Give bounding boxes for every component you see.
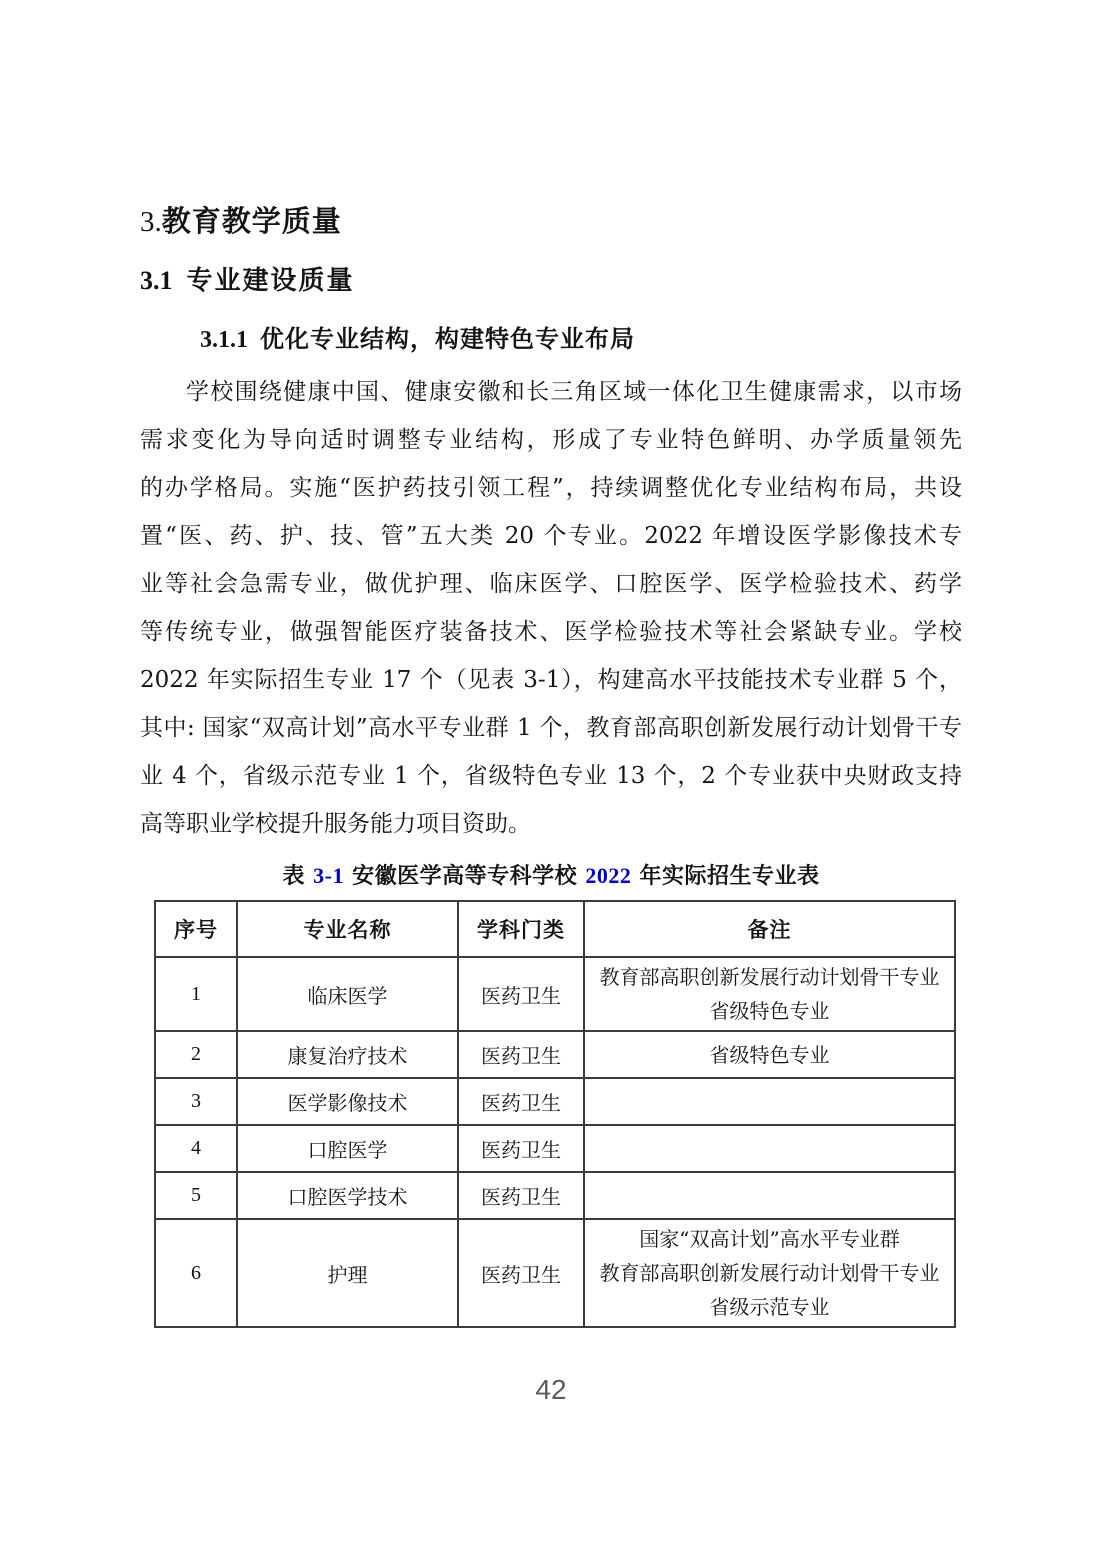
cell-major: 康复治疗技术 bbox=[237, 1031, 458, 1078]
cell-no: 3 bbox=[155, 1078, 237, 1125]
header-cell-remark: 备注 bbox=[584, 901, 955, 957]
heading-chapter-number: 3. bbox=[140, 206, 162, 238]
table-caption-ref: 3-1 bbox=[313, 863, 344, 888]
cell-major: 医学影像技术 bbox=[237, 1078, 458, 1125]
header-cell-no: 序号 bbox=[155, 901, 237, 957]
table-caption-tail: 年实际招生专业表 bbox=[631, 863, 820, 889]
paragraph-line: 需求变化为导向适时调整专业结构，形成了专业特色鲜明、办学质量领先 bbox=[140, 427, 962, 453]
heading-section bbox=[140, 265, 962, 297]
cell-remark bbox=[584, 1219, 955, 1327]
cell-remark bbox=[584, 1078, 955, 1125]
cell-category: 医药卫生 bbox=[458, 957, 584, 1031]
cell-category: 医药卫生 bbox=[458, 1125, 584, 1172]
table-row bbox=[155, 1172, 955, 1219]
paragraph-line: 业等社会急需专业，做优护理、临床医学、口腔医学、医学检验技术、药学 bbox=[140, 571, 962, 597]
table-row bbox=[155, 1219, 955, 1327]
paragraph-line: 等传统专业，做强智能医疗装备技术、医学检验技术等社会紧缺专业。学校 bbox=[140, 619, 962, 645]
cell-category: 医药卫生 bbox=[458, 1172, 584, 1219]
paragraph-line: 学校围绕健康中国、健康安徽和长三角区域一体化卫生健康需求，以市场 bbox=[186, 379, 962, 405]
remark-line: 教育部高职创新发展行动计划骨干专业 bbox=[599, 965, 940, 989]
cell-category: 医药卫生 bbox=[458, 1219, 584, 1327]
table-header-row bbox=[155, 901, 955, 957]
heading-subsection-text: 优化专业结构，构建特色专业布局 bbox=[260, 324, 635, 353]
heading-section-text: 专业建设质量 bbox=[186, 266, 355, 296]
paragraph-line: 的办学格局。实施“医护药技引领工程”，持续调整优化专业结构布局，共设 bbox=[140, 475, 962, 501]
remark-line: 国家“双高计划”高水平专业群 bbox=[639, 1227, 900, 1251]
table-row bbox=[155, 957, 955, 1031]
cell-remark bbox=[584, 957, 955, 1031]
cell-remark bbox=[584, 1125, 955, 1172]
remark-line: 省级特色专业 bbox=[709, 999, 830, 1023]
paragraph-line: 其中: 国家“双高计划”高水平专业群 1 个，教育部高职创新发展行动计划骨干专 bbox=[140, 715, 962, 741]
cell-category: 医药卫生 bbox=[458, 1031, 584, 1078]
table-caption-school: 安徽医学高等专科学校 bbox=[344, 863, 586, 889]
cell-category: 医药卫生 bbox=[458, 1078, 584, 1125]
paragraph-line: 业 4 个，省级示范专业 1 个，省级特色专业 13 个，2 个专业获中央财政支持 bbox=[140, 763, 963, 789]
table-caption-year: 2022 bbox=[585, 863, 632, 888]
paragraph-line: 置“医、药、护、技、管”五大类 20 个专业。2022 年增设医学影像技术专 bbox=[140, 523, 962, 549]
cell-no: 5 bbox=[155, 1172, 237, 1219]
cell-major: 护理 bbox=[237, 1219, 458, 1327]
remark-line: 省级特色专业 bbox=[709, 1042, 830, 1067]
table-caption-label: 表 bbox=[282, 863, 314, 889]
paragraph-line: 2022 年实际招生专业 17 个（见表 3-1），构建高水平技能技术专业群 5 个， bbox=[140, 667, 962, 693]
cell-major: 临床医学 bbox=[237, 957, 458, 1031]
table-row bbox=[155, 1078, 955, 1125]
cell-major: 口腔医学 bbox=[237, 1125, 458, 1172]
admissions-table bbox=[154, 900, 956, 1328]
heading-subsection-number: 3.1.1 bbox=[200, 327, 248, 353]
cell-remark bbox=[584, 1031, 955, 1078]
remark-line: 教育部高职创新发展行动计划骨干专业 bbox=[599, 1261, 940, 1285]
cell-remark bbox=[584, 1172, 955, 1219]
heading-chapter-text: 教育教学质量 bbox=[161, 206, 342, 238]
header-cell-category: 学科门类 bbox=[458, 901, 584, 957]
paragraph-line: 高等职业学校提升服务能力项目资助。 bbox=[140, 811, 531, 837]
cell-no: 2 bbox=[155, 1031, 237, 1078]
cell-no: 6 bbox=[155, 1219, 237, 1327]
remark-line: 省级示范专业 bbox=[709, 1295, 830, 1319]
cell-major: 口腔医学技术 bbox=[237, 1172, 458, 1219]
body-paragraph bbox=[140, 368, 962, 848]
cell-no: 4 bbox=[155, 1125, 237, 1172]
table-caption bbox=[140, 861, 962, 891]
heading-section-number: 3.1 bbox=[140, 266, 173, 295]
page-number: 42 bbox=[535, 1374, 567, 1405]
table-row bbox=[155, 1125, 955, 1172]
cell-no: 1 bbox=[155, 957, 237, 1031]
table-row bbox=[155, 1031, 955, 1078]
heading-chapter bbox=[140, 0, 962, 240]
heading-subsection bbox=[200, 324, 962, 355]
header-cell-major: 专业名称 bbox=[237, 901, 458, 957]
